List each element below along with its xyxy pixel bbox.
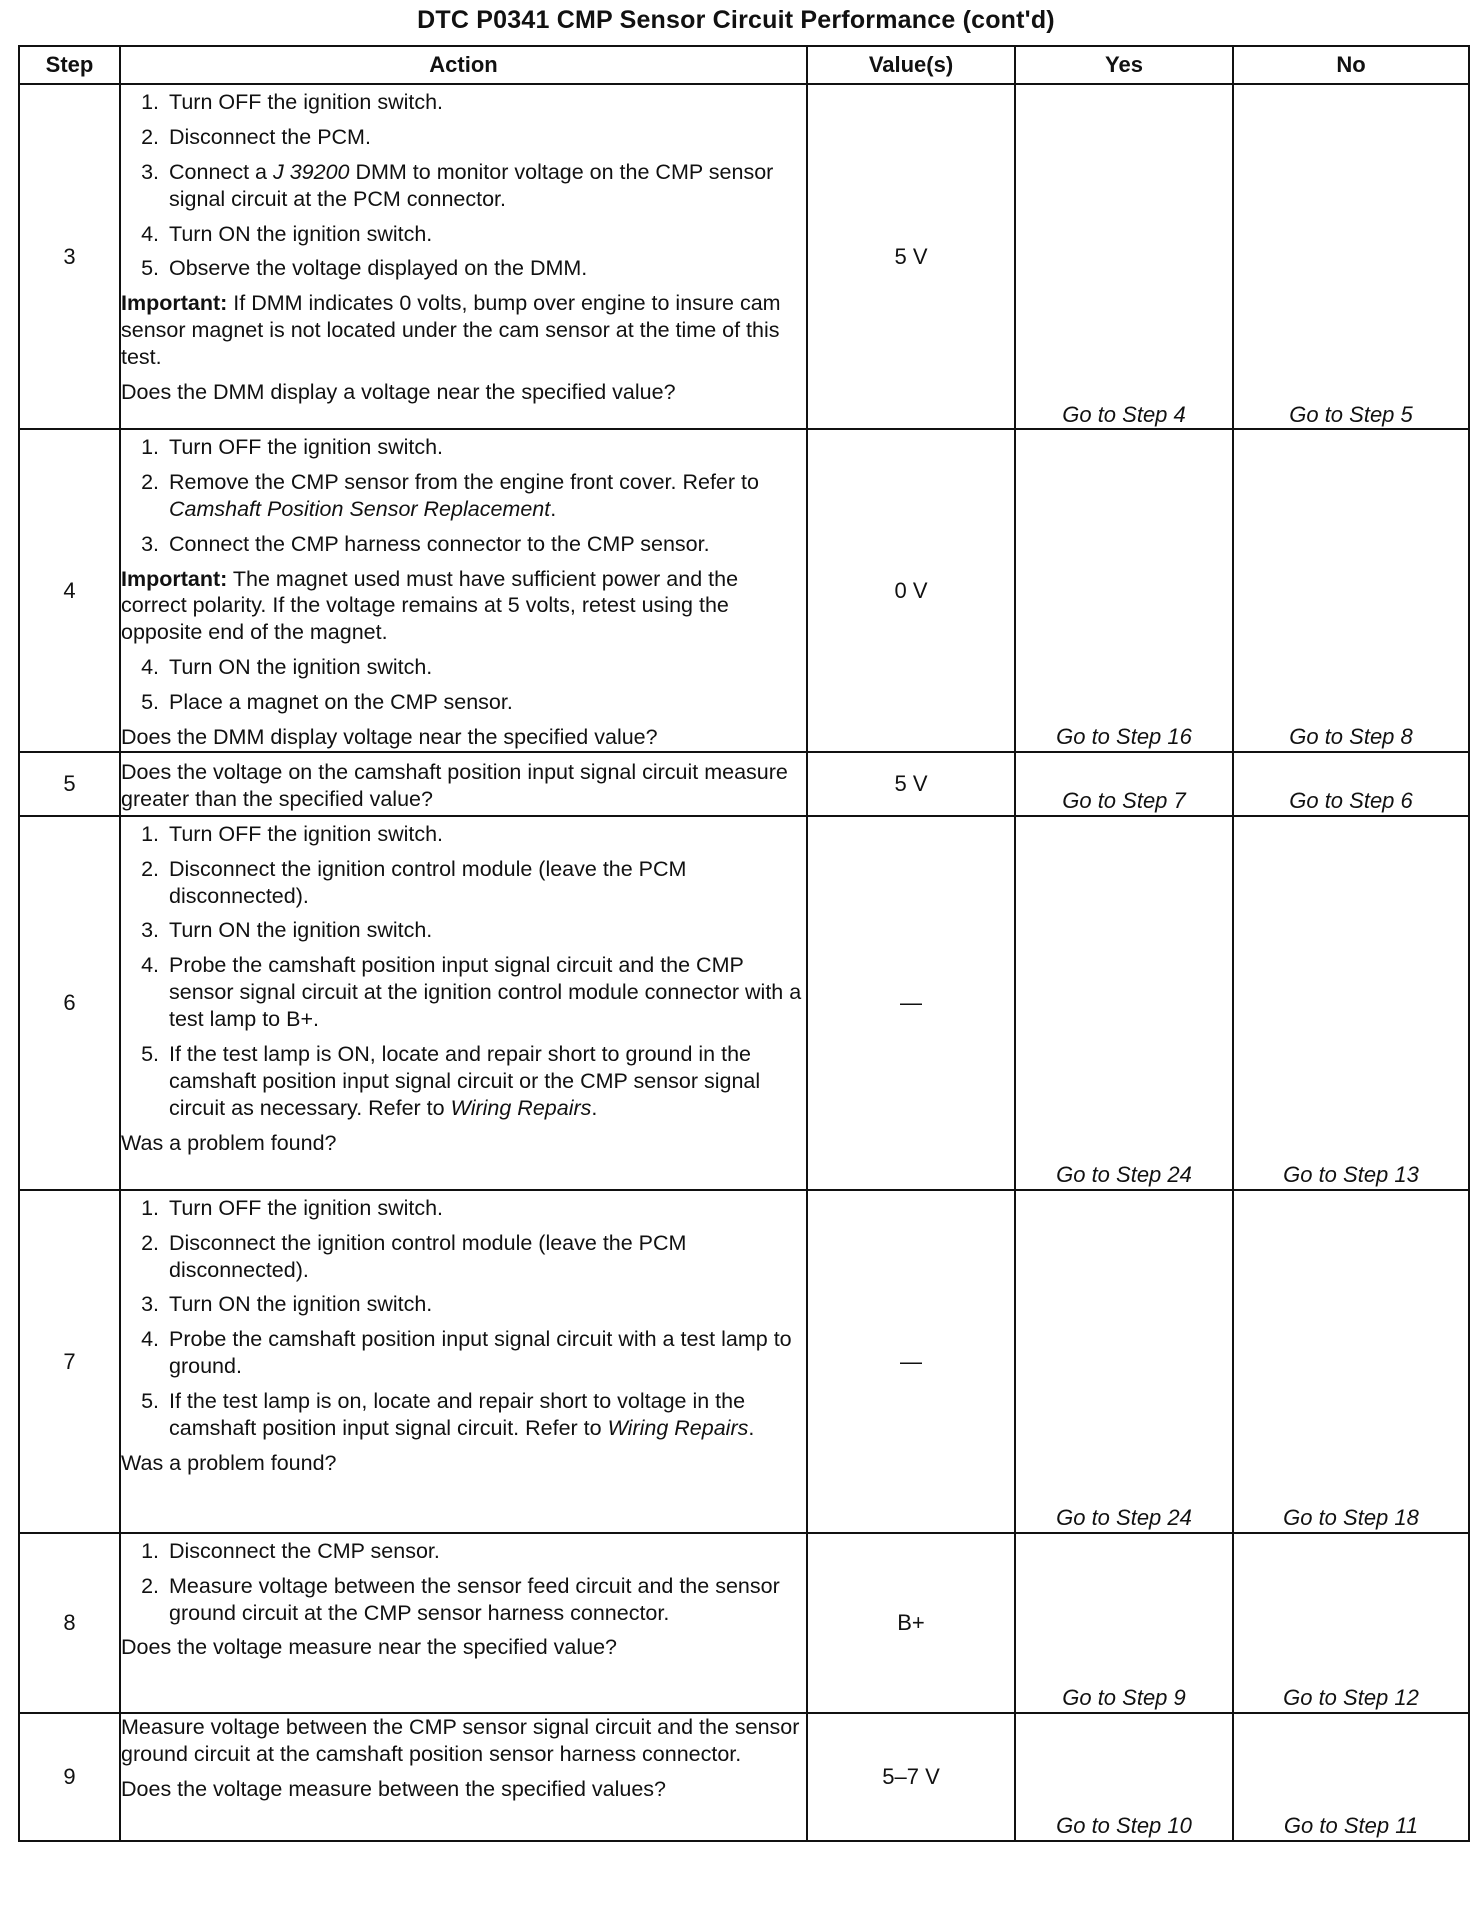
- instruction-list: [121, 1538, 806, 1627]
- diagnostic-table: [18, 45, 1470, 1842]
- instruction-list: [121, 89, 806, 282]
- instruction-list: [121, 654, 806, 716]
- action-cell: [120, 84, 807, 429]
- list-item: 1. Turn OFF the ignition switch.: [141, 90, 444, 114]
- header-no: No: [1233, 46, 1469, 84]
- no-link[interactable]: Go to Step 6: [1233, 752, 1469, 816]
- action-cell: [120, 1713, 807, 1841]
- action-cell: [120, 1190, 807, 1533]
- value-cell: 5–7 V: [807, 1713, 1015, 1841]
- procedure-reference: Camshaft Position Sensor Replacement: [169, 496, 551, 521]
- list-item: 2. Remove the CMP sensor from the engine front cover. Refer to Camshaft Position Sensor Replacement.: [141, 469, 759, 521]
- instruction-text: Measure voltage between the CMP sensor signal circuit and the sensor ground circuit at the camshaft position sensor harness connector.: [121, 1714, 800, 1766]
- value-cell: —: [807, 1190, 1015, 1533]
- header-yes: Yes: [1015, 46, 1233, 84]
- procedure-reference: Wiring Repairs: [607, 1415, 749, 1440]
- step-number: 3: [19, 84, 120, 429]
- list-item: 2. Disconnect the ignition control module (leave the PCM disconnected).: [141, 1230, 687, 1282]
- step-number: 9: [19, 1713, 120, 1841]
- no-link[interactable]: Go to Step 5: [1233, 84, 1469, 429]
- page-title: DTC P0341 CMP Sensor Circuit Performance (cont'd): [417, 6, 1055, 34]
- list-item: 5. If the test lamp is ON, locate and repair short to ground in the camshaft position input signal circuit or the CMP sensor signal circuit as necessary. Refer to Wiring Repairs.: [141, 1041, 761, 1120]
- table-header-row: [19, 46, 1469, 84]
- no-link[interactable]: Go to Step 12: [1233, 1533, 1469, 1713]
- list-item: 2. Disconnect the ignition control module (leave the PCM disconnected).: [141, 856, 687, 908]
- value-cell: 5 V: [807, 752, 1015, 816]
- value-cell: 5 V: [807, 84, 1015, 429]
- step-number: 7: [19, 1190, 120, 1533]
- question-text: Does the DMM display voltage near the specified value?: [121, 724, 658, 749]
- instruction-list: [121, 821, 806, 1122]
- list-item: 4. Probe the camshaft position input signal circuit and the CMP sensor signal circuit at the ignition control module connector with a test lamp to B+.: [141, 953, 802, 1031]
- yes-link[interactable]: Go to Step 7: [1015, 752, 1233, 816]
- table-row-step-6: [19, 816, 1469, 1190]
- list-item: 3. Connect a J 39200 DMM to monitor voltage on the CMP sensor signal circuit at the PCM connector.: [141, 159, 774, 211]
- no-link[interactable]: Go to Step 8: [1233, 429, 1469, 752]
- yes-link[interactable]: Go to Step 16: [1015, 429, 1233, 752]
- action-cell: [120, 429, 807, 752]
- step-number: 5: [19, 752, 120, 816]
- yes-link[interactable]: Go to Step 24: [1015, 1190, 1233, 1533]
- important-note: Important: If DMM indicates 0 volts, bump over engine to insure cam sensor magnet is not located under the cam sensor at the time of this test.: [121, 291, 781, 369]
- table-row-step-3: [19, 84, 1469, 429]
- instruction-list: [121, 434, 806, 558]
- list-item: 1. Disconnect the CMP sensor.: [141, 1538, 440, 1563]
- table-row-step-9: [19, 1713, 1469, 1841]
- header-action: Action: [120, 46, 807, 84]
- table-row-step-7: [19, 1190, 1469, 1533]
- list-item: 2. Measure voltage between the sensor feed circuit and the sensor ground circuit at the CMP sensor harness connector.: [141, 1573, 780, 1625]
- table-row-step-8: [19, 1533, 1469, 1713]
- procedure-reference: Wiring Repairs: [450, 1095, 592, 1120]
- step-number: 8: [19, 1533, 120, 1713]
- no-link[interactable]: Go to Step 13: [1233, 816, 1469, 1190]
- list-item: 1. Turn OFF the ignition switch.: [141, 1195, 444, 1220]
- question-text: Was a problem found?: [121, 1450, 337, 1475]
- question-text: Does the voltage measure near the specified value?: [121, 1635, 618, 1660]
- no-link[interactable]: Go to Step 18: [1233, 1190, 1469, 1533]
- list-item: 4. Turn ON the ignition switch.: [141, 655, 433, 680]
- list-item: 3. Connect the CMP harness connector to the CMP sensor.: [141, 531, 710, 556]
- question-text: Does the DMM display a voltage near the specified value?: [121, 379, 676, 404]
- action-cell: [120, 816, 807, 1190]
- list-item: 4. Probe the camshaft position input signal circuit with a test lamp to ground.: [141, 1327, 792, 1379]
- list-item: 3. Turn ON the ignition switch.: [141, 1292, 433, 1317]
- list-item: 4. Turn ON the ignition switch.: [141, 221, 433, 246]
- yes-link[interactable]: Go to Step 10: [1015, 1713, 1233, 1841]
- list-item: 5. If the test lamp is on, locate and repair short to voltage in the camshaft position input signal circuit. Refer to Wiring Repairs.: [141, 1389, 755, 1440]
- header-value: Value(s): [807, 46, 1015, 84]
- list-item: 1. Turn OFF the ignition switch.: [141, 435, 444, 459]
- step-number: 4: [19, 429, 120, 752]
- tool-reference: J 39200: [272, 159, 350, 184]
- table-row-step-4: [19, 429, 1469, 752]
- no-link[interactable]: Go to Step 11: [1233, 1713, 1469, 1841]
- value-cell: —: [807, 816, 1015, 1190]
- important-note: Important: The magnet used must have sufficient power and the correct polarity. If the voltage remains at 5 volts, retest using the opposite end of the magnet.: [121, 566, 739, 645]
- list-item: 1. Turn OFF the ignition switch.: [141, 821, 444, 846]
- instruction-list: [121, 1195, 806, 1442]
- value-cell: B+: [807, 1533, 1015, 1713]
- table-row-step-5: [19, 752, 1469, 816]
- question-text: Does the voltage measure between the specified values?: [121, 1776, 667, 1801]
- list-item: 5. Place a magnet on the CMP sensor.: [141, 690, 513, 714]
- list-item: 3. Turn ON the ignition switch.: [141, 918, 433, 943]
- question-text: Does the voltage on the camshaft position input signal circuit measure greater than the specified value?: [121, 759, 788, 811]
- list-item: 5. Observe the voltage displayed on the DMM.: [141, 256, 588, 281]
- value-cell: 0 V: [807, 429, 1015, 752]
- list-item: 2. Disconnect the PCM.: [141, 124, 371, 149]
- action-cell: [120, 752, 807, 816]
- yes-link[interactable]: Go to Step 4: [1015, 84, 1233, 429]
- header-step: Step: [19, 46, 120, 84]
- action-cell: [120, 1533, 807, 1713]
- yes-link[interactable]: Go to Step 24: [1015, 816, 1233, 1190]
- yes-link[interactable]: Go to Step 9: [1015, 1533, 1233, 1713]
- question-text: Was a problem found?: [121, 1130, 337, 1155]
- step-number: 6: [19, 816, 120, 1190]
